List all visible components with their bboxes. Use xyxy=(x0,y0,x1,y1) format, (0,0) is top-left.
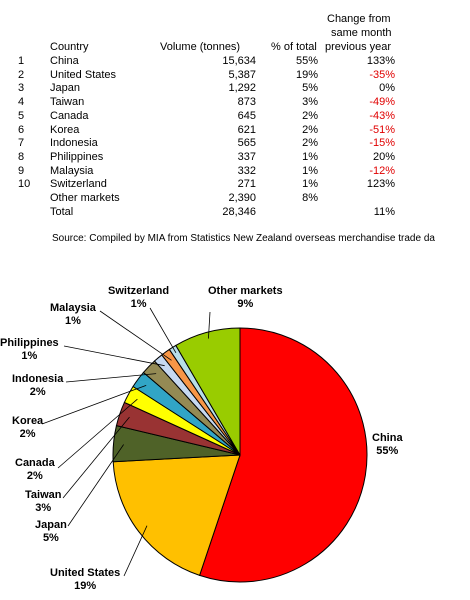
slice-label-pct: 1% xyxy=(21,350,38,362)
row-volume: 621 xyxy=(237,123,256,136)
row-volume: 271 xyxy=(237,178,256,191)
slice-label-name: Switzerland xyxy=(108,285,170,297)
row-country: Taiwan xyxy=(50,96,85,109)
slice-label-name: China xyxy=(372,432,403,444)
row-rank: 2 xyxy=(18,68,25,81)
row-volume: 2,390 xyxy=(228,192,256,204)
row-volume: 5,387 xyxy=(228,68,256,81)
row-rank: 6 xyxy=(18,123,25,136)
row-country: China xyxy=(50,55,79,67)
row-change: 133% xyxy=(366,55,395,67)
header-volume: Volume (tonnes) xyxy=(160,41,241,53)
source-note: Source: Compiled by MIA from Statistics New Zealand overseas merchandise trade da xyxy=(52,233,435,244)
volume-table xyxy=(0,0,470,230)
row-rank: 7 xyxy=(18,137,25,150)
slice-label-name: Malaysia xyxy=(50,302,96,314)
leader-line xyxy=(68,444,124,526)
row-country: Switzerland xyxy=(50,178,107,191)
header-country: Country xyxy=(50,41,89,53)
row-volume: 873 xyxy=(237,96,256,109)
row-country: Canada xyxy=(50,109,89,122)
row-change: 20% xyxy=(372,150,395,163)
row-pct: 2% xyxy=(302,109,318,122)
row-pct: 3% xyxy=(302,96,318,109)
row-rank: 4 xyxy=(18,96,25,109)
row-rank: 3 xyxy=(18,82,25,95)
row-volume: 332 xyxy=(237,164,256,177)
row-change: -15% xyxy=(369,137,395,150)
leader-line xyxy=(124,526,147,576)
row-rank: 1 xyxy=(18,55,25,67)
row-rank: 10 xyxy=(18,178,31,191)
row-pct: 2% xyxy=(302,137,318,150)
slice-label-name: Indonesia xyxy=(12,373,64,385)
slice-label-pct: 3% xyxy=(35,502,52,514)
row-country: United States xyxy=(50,68,117,81)
pie-slices xyxy=(113,328,367,582)
row-country: Indonesia xyxy=(50,137,98,150)
row-volume: 337 xyxy=(237,150,256,163)
leader-line xyxy=(100,311,171,360)
row-pct: 55% xyxy=(295,55,318,67)
slice-label-name: Japan xyxy=(35,519,67,531)
slice-label-pct: 9% xyxy=(237,298,254,310)
row-pct: 2% xyxy=(302,123,318,136)
row-rank: 8 xyxy=(18,150,25,163)
leader-line xyxy=(64,346,165,366)
header-change-line3: previous year xyxy=(325,41,392,53)
slice-label-pct: 19% xyxy=(74,580,97,592)
row-volume: 15,634 xyxy=(222,55,256,67)
row-country: Malaysia xyxy=(50,164,94,177)
row-change: -49% xyxy=(369,96,395,109)
row-change: -12% xyxy=(369,164,395,177)
row-pct: 19% xyxy=(295,68,318,81)
row-rank: 9 xyxy=(18,164,25,177)
row-pct: 5% xyxy=(302,82,318,95)
row-change: 11% xyxy=(373,205,395,218)
row-volume: 645 xyxy=(237,109,256,122)
slice-label-pct: 2% xyxy=(29,386,46,398)
row-country: Japan xyxy=(50,82,80,95)
header-pct: % of total xyxy=(271,41,317,53)
row-rank: 5 xyxy=(18,109,25,122)
slice-label-name: Korea xyxy=(12,415,44,427)
row-pct: 1% xyxy=(302,178,318,191)
header-change-line2: same month xyxy=(331,27,392,39)
slice-label-name: United States xyxy=(50,567,121,579)
slice-label-pct: 1% xyxy=(64,315,81,327)
row-change: 0% xyxy=(379,82,395,95)
row-change: -51% xyxy=(369,123,395,136)
header-change-line1: Change from xyxy=(327,13,391,25)
row-pct: 8% xyxy=(302,192,318,204)
slice-label-pct: 2% xyxy=(19,428,36,440)
row-country: Philippines xyxy=(50,150,104,163)
row-country: Korea xyxy=(50,123,80,136)
slice-label-pct: 2% xyxy=(26,470,43,482)
row-volume: 565 xyxy=(237,137,256,150)
row-change: -43% xyxy=(369,109,395,122)
slice-label-name: Other markets xyxy=(208,285,283,297)
row-volume: 28,346 xyxy=(222,205,256,218)
row-pct: 1% xyxy=(302,164,318,177)
slice-label-pct: 5% xyxy=(42,532,59,544)
row-change: 123% xyxy=(366,178,395,191)
row-country: Total xyxy=(50,205,74,218)
row-pct: 1% xyxy=(302,150,318,163)
row-country: Other markets xyxy=(50,192,120,204)
row-volume: 1,292 xyxy=(228,82,256,95)
slice-label-pct: 55% xyxy=(376,445,399,457)
slice-label-name: Canada xyxy=(15,457,55,469)
slice-label-name: Taiwan xyxy=(25,489,62,501)
row-change: -35% xyxy=(369,68,395,81)
slice-label-name: Philippines xyxy=(0,337,59,349)
slice-label-pct: 1% xyxy=(130,298,147,310)
leader-line xyxy=(150,308,176,353)
pie-chart xyxy=(0,278,470,600)
